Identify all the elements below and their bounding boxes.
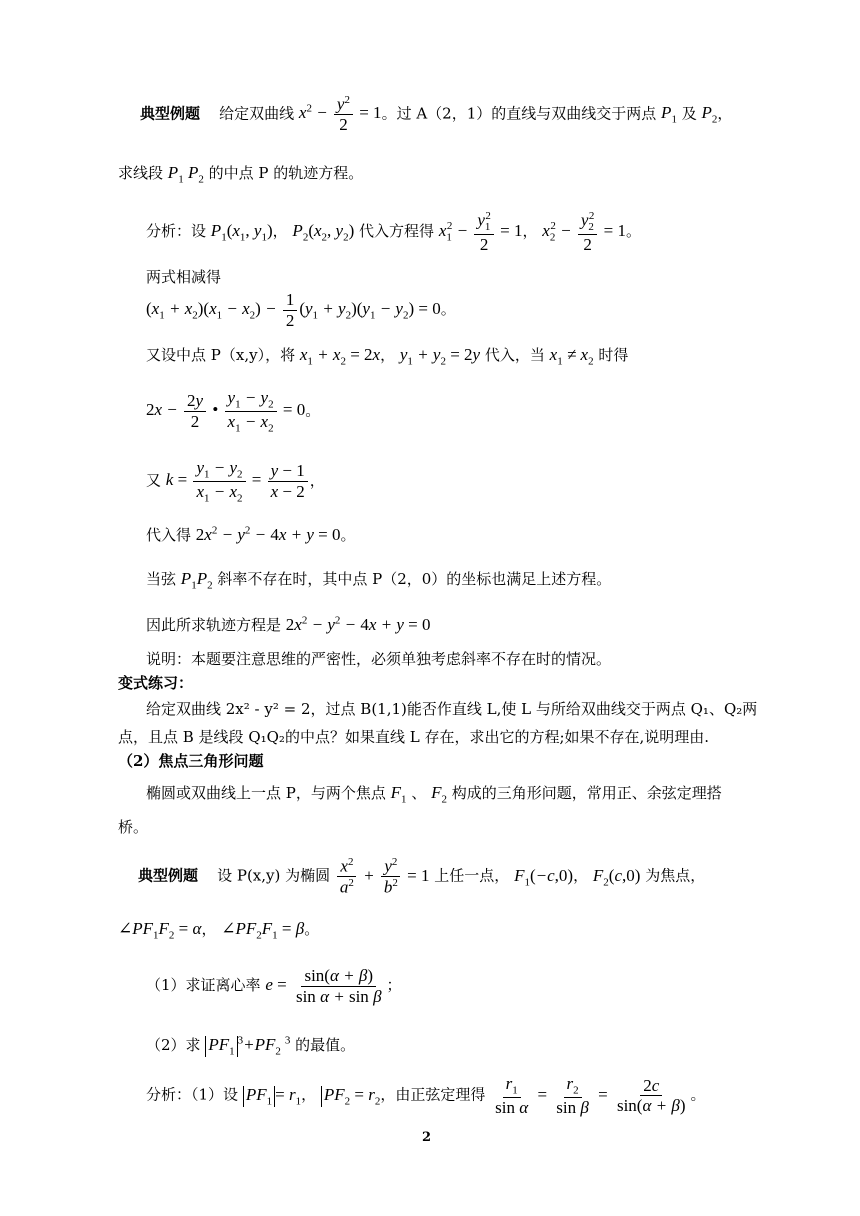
example2-line1: 典型例题 设 P(x,y) 为椭圆 $\frac{x^2}{a^2}$ + $\frac{y^2}{b^2}$ = 1 上任一点， $F_1(-c,0)$， $F_2(c,0)$ 为焦点， — [138, 856, 706, 897]
hyperbola-equation: $x^2$ − $\frac{y^2}{2}$ = 1 — [298, 94, 382, 135]
variant-line2: 点，且点 B 是线段 Q₁Q₂的中点？如果直线 L 存在，求出它的方程;如果不存在,说明理由. — [118, 728, 710, 746]
slope-equation: 又 k = $\frac{y_1 - y_2}{x_1 - x_2}$ = $\frac{y - 1}{x - 2}$ ， — [146, 458, 325, 505]
subtracted-equation: $(x_1 + x_2)(x_1 - x_2)$ − $\frac{1}{2}$ $(y_1 + y_2)(y_1 - y_2) = 0$。 — [146, 290, 456, 330]
vertical-chord-line: 当弦 $P_1P_2$ 斜率不存在时，其中点 P（2，0）的坐标也满足上述方程。 — [146, 569, 612, 592]
example-heading: 典型例题 — [140, 104, 201, 123]
result-line: 因此所求轨迹方程是 $2x^2 - y^2 - 4x + y = 0$ — [146, 614, 431, 634]
example-heading: 典型例题 — [138, 866, 199, 885]
example1-question-line1: 典型例题 给定双曲线 $x^2$ − $\frac{y^2}{2}$ = 1。过 A（2，1）的直线与双曲线交于两点 $P_1$ 及 $P_2$， — [140, 94, 733, 135]
section2-heading: （2）焦点三角形问题 — [118, 752, 264, 770]
subtract-label: 两式相减得 — [146, 268, 222, 286]
part1-line: （1）求证离心率 e = $\frac{\sin(\alpha + \beta)}{\text{sin α + sin β}}$ ； — [146, 966, 402, 1006]
angle-line: $\angle PF_1F_2 = \alpha$， $\angle PF_2F_1 = \beta$。 — [118, 919, 320, 942]
variant-line1: 给定双曲线 2x² - y² = 2，过点 B(1,1)能否作直线 L,使 L 与所给双曲线交于两点 Q₁、Q₂两 — [146, 700, 758, 718]
note-line: 说明：本题要注意思维的严密性，必须单独考虑斜率不存在时的情况。 — [146, 650, 612, 668]
midpoint-equation: 2x − $\frac{2y}{2}$ • $\frac{y_1 - y_2}{x_1 - x_2}$ = 0。 — [146, 388, 321, 435]
midpoint-line: 又设中点 P（x,y），将 $x_1 + x_2 = 2x$， $y_1 + y_2 = 2y$ 代入，当 $x_1 \ne x_2$ 时得 — [146, 345, 629, 368]
example1-analysis: 分析：设 $P_1(x_1$, $y_1$)， $P_2(x_2$, $y_2$) 代入方程得 $x_1^2$ − $\frac{y_1^2}{2}$ = 1， $x_2^2$ − $\frac{y_2^2}{2}$ = 1。 — [146, 210, 641, 254]
example2-analysis: 分析：（1）设 $PF_1 = r_1$， $PF_2 = r_2$，由正弦定理得 $\frac{r_1}{\text{sin α}}$ = $\frac{r_2}{\text{sin β}}$ = $\frac{2c}{\sin(\alpha + \beta)}$ 。 — [146, 1074, 706, 1118]
example1-question-line2: 求线段 $P_1$ $P_2$ 的中点 P 的轨迹方程。 — [118, 163, 364, 186]
page-number: 2 — [422, 1130, 432, 1145]
section2-line1: 椭圆或双曲线上一点 P，与两个焦点 $F_1$ 、 $F_2$ 构成的三角形问题，常用正、余弦定理搭 — [146, 783, 722, 806]
section2-line2: 桥。 — [118, 818, 149, 836]
variant-heading: 变式练习： — [118, 674, 194, 692]
substituted-equation: 代入得 $2x^2 - y^2 - 4x + y = 0$。 — [146, 524, 356, 544]
part2-line: （2）求 $PF_1^3+PF_2^3$ 的最值。 — [146, 1034, 356, 1058]
